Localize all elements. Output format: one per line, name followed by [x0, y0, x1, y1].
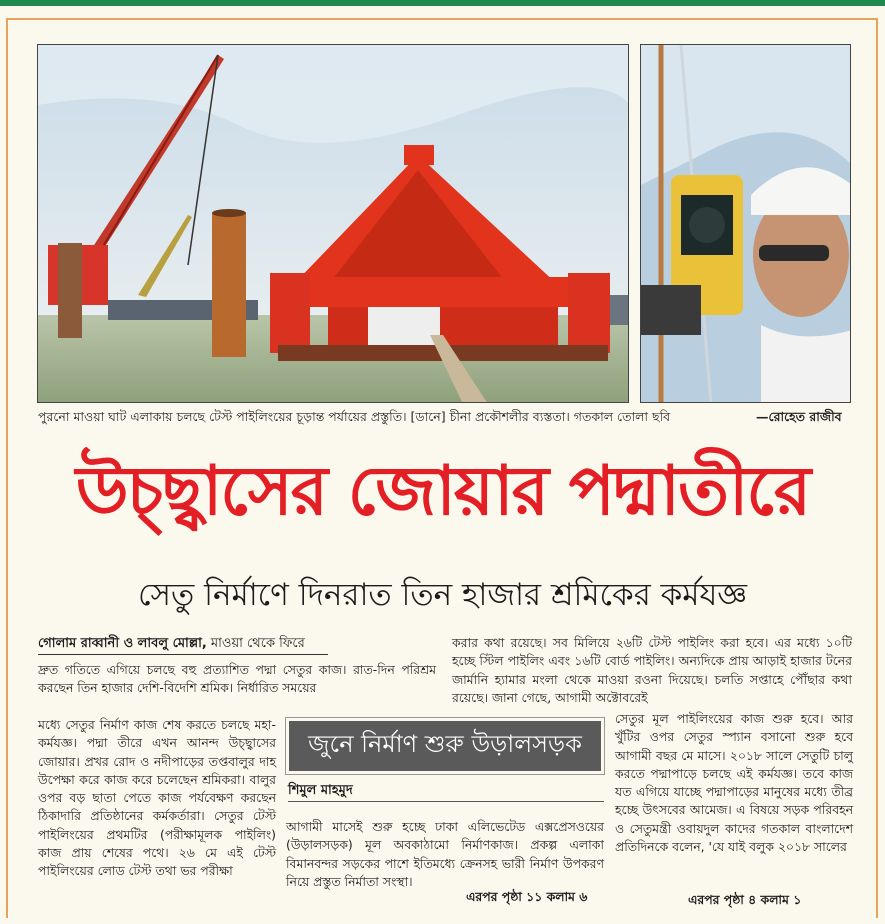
headline: উচ্ছ্বাসের জোয়ার পদ্মাতীরে: [75, 451, 810, 531]
photo-caption: পুরনো মাওয়া ঘাট এলাকায় চলছে টেস্ট পাইলিংয়ের চূড়ান্ত পর্যায়ের প্রস্তুতি। [ডানে] চীনা প্রকৌশলীর ব্যস্ততা। গতকাল তোলা ছবি: [38, 409, 671, 424]
article-right-column: সেতুর মূল পাইলিংয়ের কাজ শুরু হবে। আর খুঁটির ওপর সেতুর স্প্যান বসানো শুরু হবে আগামী বছর মে মাসে। ২০১৮ সালে সেতুটি চালু করতে পদ্মাপাড়ে চলছে এই কর্মযজ্ঞ। তবে কাজ যত এগিয়ে যাচ্ছে পদ্মাপাড়ের মানুষের মধ্যে তীব্র হচ্ছে উৎসবের আমেজ। এ বিষয়ে সড়ক পরিবহন ও সেতুমন্ত্রী ওবায়দুল কাদের গতকাল বাংলাদেশ প্রতিদিনকে বলেন, 'যে যাই বলুক ২০১৮ সালের: [615, 711, 853, 855]
photo-credit: —রোহেত রাজীব: [756, 409, 842, 424]
byline-place: মাওয়া থেকে ফিরে: [206, 636, 305, 651]
byline-divider: [38, 654, 328, 655]
inset-title: জুনে নির্মাণ শুরু উড়ালসড়ক: [286, 718, 604, 774]
inset-divider: [288, 801, 604, 802]
article-continued-link[interactable]: এরপর পৃষ্ঠা ৪ কলাম ১: [688, 892, 802, 907]
engineer-photo: [640, 44, 851, 403]
article-left-column: মধ্যে সেতুর নির্মাণ কাজ শেষ করতে চলছে মহা-কর্মযজ্ঞ। পদ্মা তীরে এখন আনন্দ উচ্ছ্বাসের জোয়ার। প্রখর রোদ ও নদীপাড়ের তপ্তবালুর দাহ উপেক্ষা করে কাজ করে চলেছেন শ্রমিকরা। বালুর ওপর বড় ছাতা পেতে কাজ পর্যবেক্ষণ করছেন ঠিকাদারি প্রতিষ্ঠানের কর্মকর্তারা। সেতুর টেস্ট পাইলিংয়ের প্রথমটির (পরীক্ষামূলক পাইলিং) কাজ প্রায় শেষের পথে। ২৬ মে এই টেস্ট পাইলিংয়ের লোড টেস্ট তথা ভর পরীক্ষা: [38, 717, 276, 879]
construction-photo: [37, 44, 629, 403]
inset-byline: শিমুল মাহমুদ: [288, 783, 353, 798]
inset-continued-link[interactable]: এরপর পৃষ্ঠা ১১ কলাম ৬: [466, 889, 588, 904]
top-color-bar: [0, 0, 885, 6]
inset-article-text: আগামী মাসেই শুরু হচ্ছে ঢাকা এলিভেটেড এক্সপ্রেসওয়ের (উড়ালসড়ক) মূল অবকাঠামো নির্মাণকাজ। প্রকল্প এলাকা বিমানবন্দর সড়কের পাশে ইতিমধ্যে ক্রেনসহ ভারী নির্মাণ উপকরণ নিয়ে প্রস্তুত নির্মাতা সংস্থা।: [286, 819, 604, 889]
article-lead-paragraph: দ্রুত গতিতে এগিয়ে চলছে বহু প্রত্যাশিত পদ্মা সেতুর কাজ। রাত-দিন পরিশ্রম করছেন তিন হাজার দেশি-বিদেশি শ্রমিক। নির্ধারিত সময়ের: [38, 662, 436, 696]
article-byline: [38, 634, 305, 655]
subheadline: সেতু নির্মাণে দিনরাত তিন হাজার শ্রমিকের কর্মযজ্ঞ: [137, 577, 748, 613]
byline-authors: গোলাম রাব্বানী ও লাবলু মোল্লা,: [38, 636, 207, 651]
article-right-top: করার কথা রয়েছে। সব মিলিয়ে ২৬টি টেস্ট পাইলিং করা হবে। এর মধ্যে ১০টি হচ্ছে স্টিল পাইলিং এবং ১৬টি বোর্ড পাইলিং। অন্যদিকে প্রায় আড়াই হাজার টনের জার্মানি হ্যামার মংলা থেকে মাওয়া রওনা দিয়েছে। চলতি সপ্তাহে পৌঁছার কথা রয়েছে। জানা গেছে, আগামী অক্টোবরেই: [452, 635, 852, 705]
